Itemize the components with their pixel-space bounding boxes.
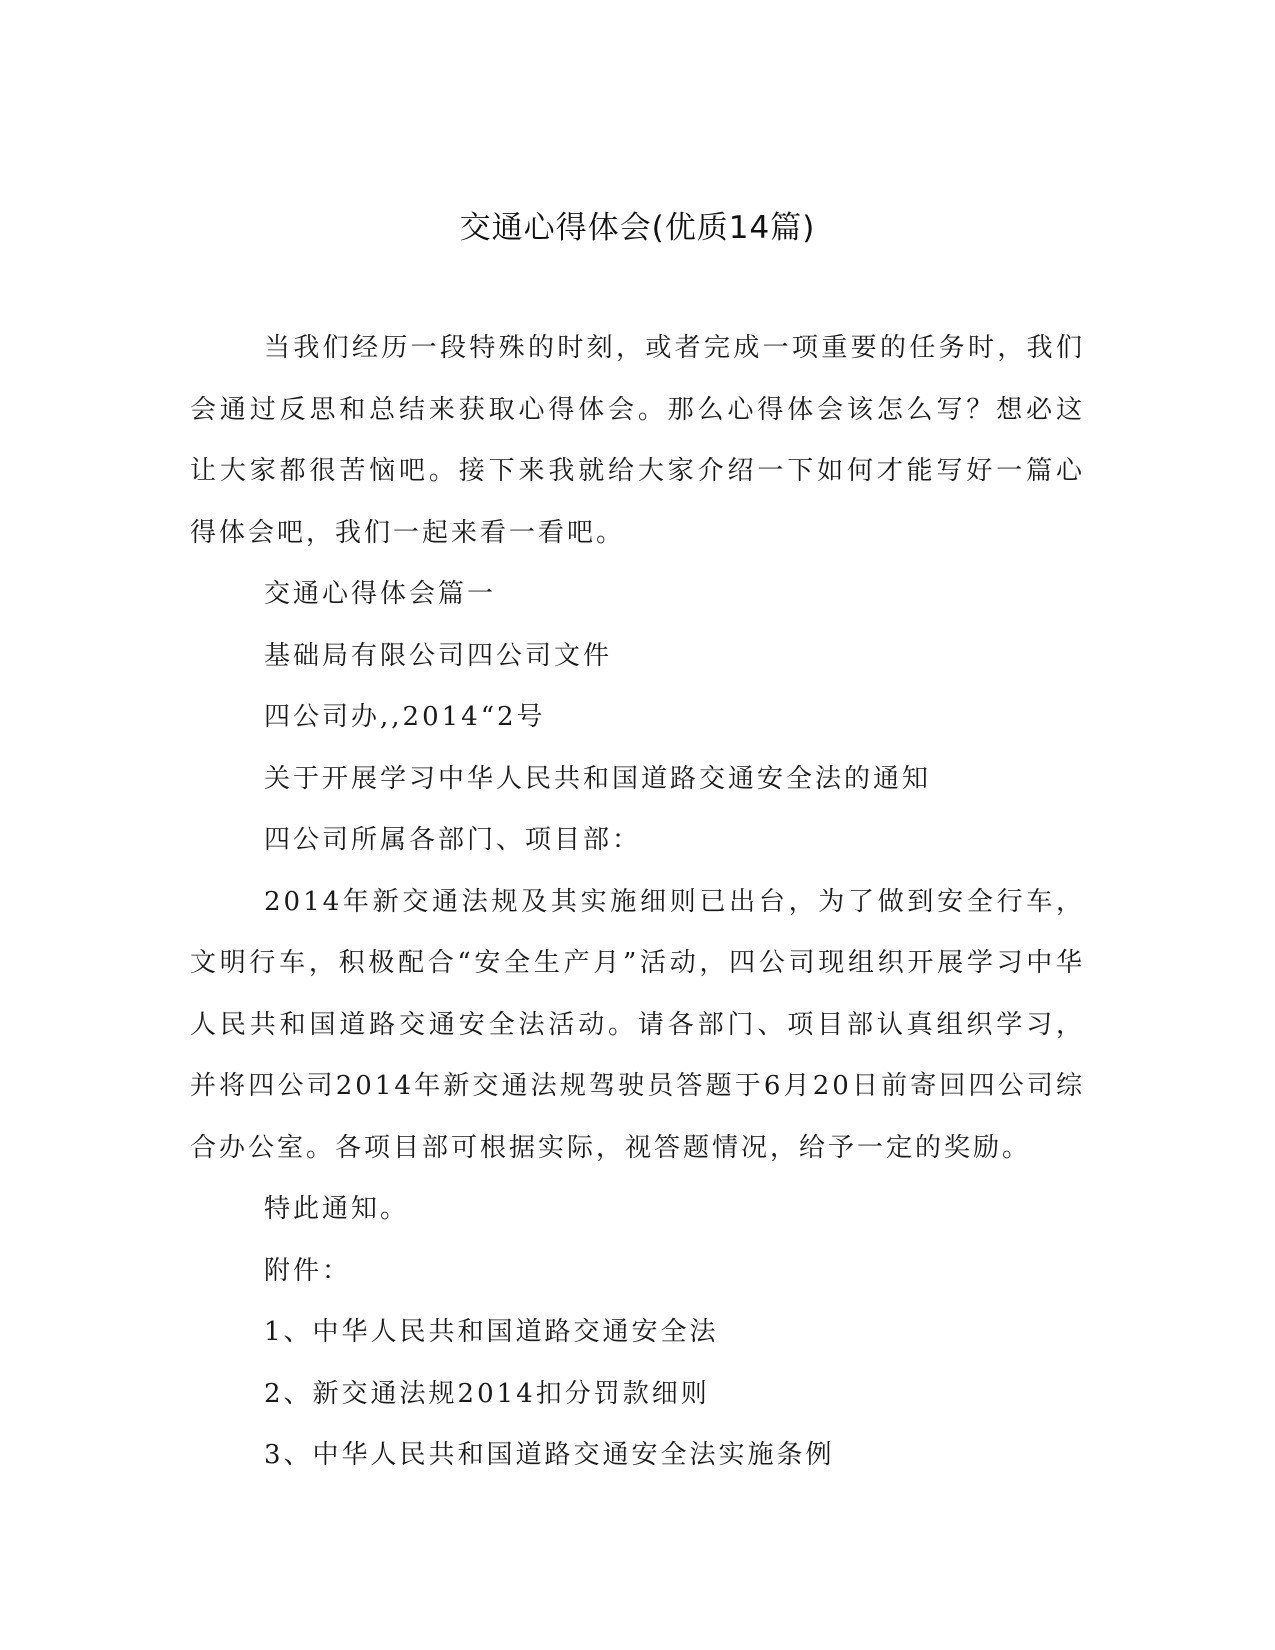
attachments-label: 附件：	[264, 1255, 352, 1286]
issuer-line: 基础局有限公司四公司文件	[264, 640, 613, 671]
document-number: 四公司办,,2014“2号	[264, 702, 546, 732]
recipients-line: 四公司所属各部门、项目部：	[264, 825, 642, 855]
notice-body-paragraph: 2014年新交通法规及其实施细则已出台，为了做到安全行车，文明行车，积极配合“安全生产月”活动，四公司现组织开展学习中华人民共和国道路交通安全法活动。请各部门、项目部认真组织学习，并将四公司2014年新交通法规驾驶员答题于6月20日前寄回四公司综合办公室。各项目部可根据实际，视答题情况，给予一定的奖励。	[190, 886, 1085, 1163]
notice-title: 关于开展学习中华人民共和国道路交通安全法的通知	[264, 763, 932, 794]
document-title: 交通心得体会(优质14篇)	[459, 210, 816, 246]
notice-closing: 特此通知。	[264, 1194, 410, 1224]
intro-paragraph: 当我们经历一段特殊的时刻，或者完成一项重要的任务时，我们会通过反思和总结来获取心得体会。那么心得体会该怎么写？想必这让大家都很苦恼吧。接下来我就给大家介绍一下如何才能写好一篇心得体会吧，我们一起来看一看吧。	[190, 333, 1085, 548]
attachment-item: 1、中华人民共和国道路交通安全法	[264, 1317, 719, 1347]
attachment-item: 2、新交通法规2014扣分罚款细则	[264, 1378, 710, 1409]
document-body	[190, 318, 1085, 1487]
attachment-item: 3、中华人民共和国道路交通安全法实施条例	[264, 1440, 835, 1470]
section-heading: 交通心得体会篇一	[264, 579, 497, 609]
